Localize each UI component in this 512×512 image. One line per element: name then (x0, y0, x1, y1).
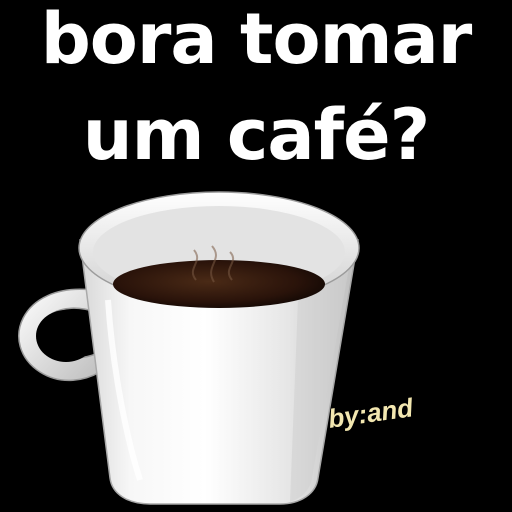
artist-signature: by:and (326, 392, 415, 434)
headline-line-2: um café? (82, 94, 430, 176)
headline-line-1: bora tomar (40, 0, 472, 80)
coffee-cup-icon (0, 180, 512, 512)
coffee-surface (113, 260, 325, 308)
